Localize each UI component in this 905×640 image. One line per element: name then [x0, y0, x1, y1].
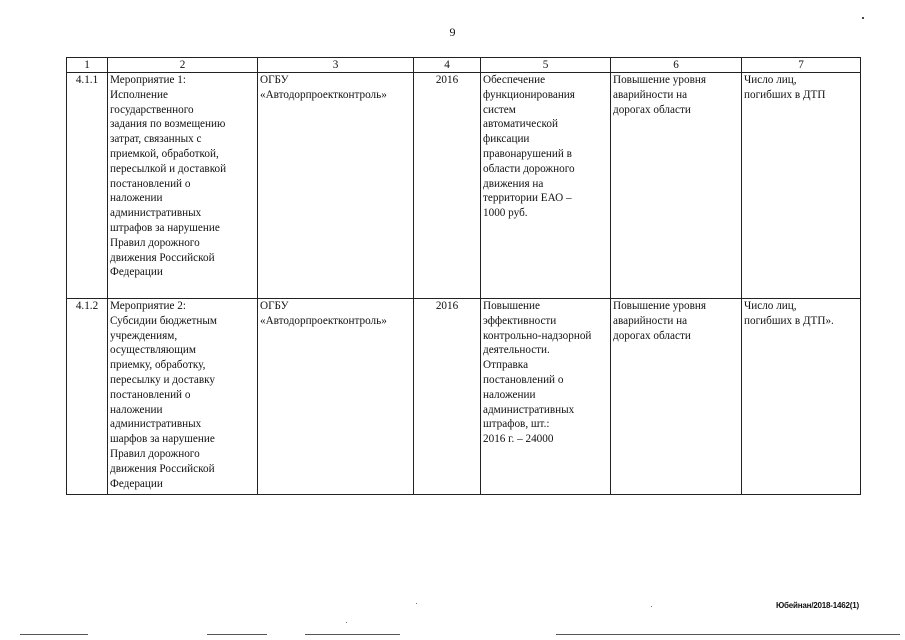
- event-line: пересылкой и доставкой: [110, 162, 227, 175]
- scan-speck: [651, 606, 652, 607]
- row-number: 4.1.2: [75, 300, 99, 312]
- bottom-rule: [20, 634, 88, 635]
- year-value: 2016: [435, 74, 459, 86]
- event-line: приемку, обработку,: [110, 359, 206, 372]
- bottom-rule: [556, 634, 900, 635]
- year-value: 2016: [435, 300, 459, 312]
- bottom-rule: [305, 634, 400, 635]
- scan-speck: [416, 603, 417, 604]
- event-line: государственного: [110, 103, 194, 116]
- row-number: 4.1.1: [75, 74, 99, 86]
- event-line: пересылку и доставку: [110, 373, 215, 386]
- column-header: 2: [108, 58, 258, 73]
- event-line: постановлений о: [110, 388, 191, 401]
- result-line: Отправка: [483, 359, 529, 372]
- event-line: Правил дорожного: [110, 236, 200, 249]
- event-line: шарфов за нарушение: [110, 433, 215, 446]
- result-line: области дорожного: [483, 162, 575, 175]
- row-number-cell: [67, 299, 108, 495]
- indicator-cell: [742, 299, 861, 495]
- executor-cell: [258, 73, 414, 299]
- event-line: административных: [110, 207, 202, 220]
- event-line: Мероприятие 2:: [110, 300, 187, 312]
- table-row: [67, 73, 861, 299]
- bottom-rule: [207, 634, 267, 635]
- document-code: Юбейнан/2018-1462(1): [776, 601, 859, 610]
- event-line: Федерации: [110, 477, 163, 490]
- goal-cell: [611, 73, 742, 299]
- goal-line: Повышение уровня: [613, 74, 706, 86]
- result-line: 1000 руб.: [483, 207, 528, 220]
- result-line: Обеспечение: [483, 74, 546, 86]
- goal-line: дорогах области: [613, 329, 691, 342]
- result-line: функционирования: [483, 88, 575, 101]
- event-line: Субсидии бюджетным: [110, 314, 217, 327]
- executor-line: ОГБУ: [260, 300, 289, 312]
- result-line: наложении: [483, 388, 536, 401]
- indicator-line: Число лиц,: [744, 300, 797, 312]
- event-line: затрат, связанных с: [110, 133, 202, 146]
- result-line: эффективности: [483, 314, 557, 327]
- indicator-line: погибших в ДТП: [744, 88, 826, 101]
- header-row: [67, 58, 861, 73]
- event-line: постановлений о: [110, 177, 191, 190]
- year-cell: [414, 73, 481, 299]
- activities-table: [66, 57, 861, 495]
- event-line: наложении: [110, 403, 163, 416]
- result-line: постановлений о: [483, 373, 564, 386]
- goal-line: Повышение уровня: [613, 300, 706, 312]
- goal-line: аварийности на: [613, 314, 688, 327]
- column-header: 7: [742, 58, 861, 73]
- event-line: движения Российской: [110, 462, 215, 475]
- result-line: Повышение: [483, 300, 540, 312]
- result-line: административных: [483, 403, 575, 416]
- result-line: автоматической: [483, 118, 558, 131]
- result-line: деятельности.: [483, 344, 550, 357]
- event-line: осуществляющим: [110, 344, 196, 357]
- result-line: 2016 г. – 24000: [483, 433, 554, 446]
- column-header: 6: [611, 58, 742, 73]
- executor-line: ОГБУ: [260, 74, 289, 86]
- executor-cell: [258, 299, 414, 495]
- event-cell: [108, 73, 258, 299]
- event-line: Правил дорожного: [110, 447, 200, 460]
- indicator-line: погибших в ДТП».: [744, 314, 834, 327]
- event-cell: [108, 299, 258, 495]
- page-number: 9: [449, 25, 456, 39]
- goal-line: аварийности на: [613, 88, 688, 101]
- executor-line: «Автодорпроектконтроль»: [260, 88, 387, 101]
- goal-line: дорогах области: [613, 103, 691, 116]
- result-cell: [481, 73, 611, 299]
- scan-speck: [346, 622, 347, 623]
- result-line: движения на: [483, 177, 544, 190]
- result-line: правонарушений в: [483, 147, 572, 160]
- result-line: штрафов, шт.:: [483, 418, 550, 431]
- event-line: Мероприятие 1:: [110, 74, 187, 86]
- result-line: фиксации: [483, 133, 530, 146]
- event-line: движения Российской: [110, 251, 215, 264]
- row-number-cell: [67, 73, 108, 299]
- event-line: учреждениям,: [110, 329, 178, 342]
- column-header: 5: [481, 58, 611, 73]
- executor-line: «Автодорпроектконтроль»: [260, 314, 387, 327]
- result-line: территории ЕАО –: [483, 192, 572, 205]
- indicator-line: Число лиц,: [744, 74, 797, 86]
- result-line: систем: [483, 103, 516, 116]
- event-line: Федерации: [110, 266, 163, 279]
- column-header: 1: [67, 58, 108, 73]
- indicator-cell: [742, 73, 861, 299]
- event-line: штрафов за нарушение: [110, 221, 220, 234]
- event-line: административных: [110, 418, 202, 431]
- event-line: приемкой, обработкой,: [110, 147, 219, 160]
- event-line: задания по возмещению: [110, 118, 226, 131]
- result-line: контрольно-надзорной: [483, 329, 592, 342]
- year-cell: [414, 299, 481, 495]
- table-row: [67, 299, 861, 495]
- goal-cell: [611, 299, 742, 495]
- column-header: 3: [258, 58, 414, 73]
- event-line: Исполнение: [110, 88, 168, 101]
- column-header: 4: [414, 58, 481, 73]
- scan-mark: [862, 17, 864, 19]
- result-cell: [481, 299, 611, 495]
- event-line: наложении: [110, 192, 163, 205]
